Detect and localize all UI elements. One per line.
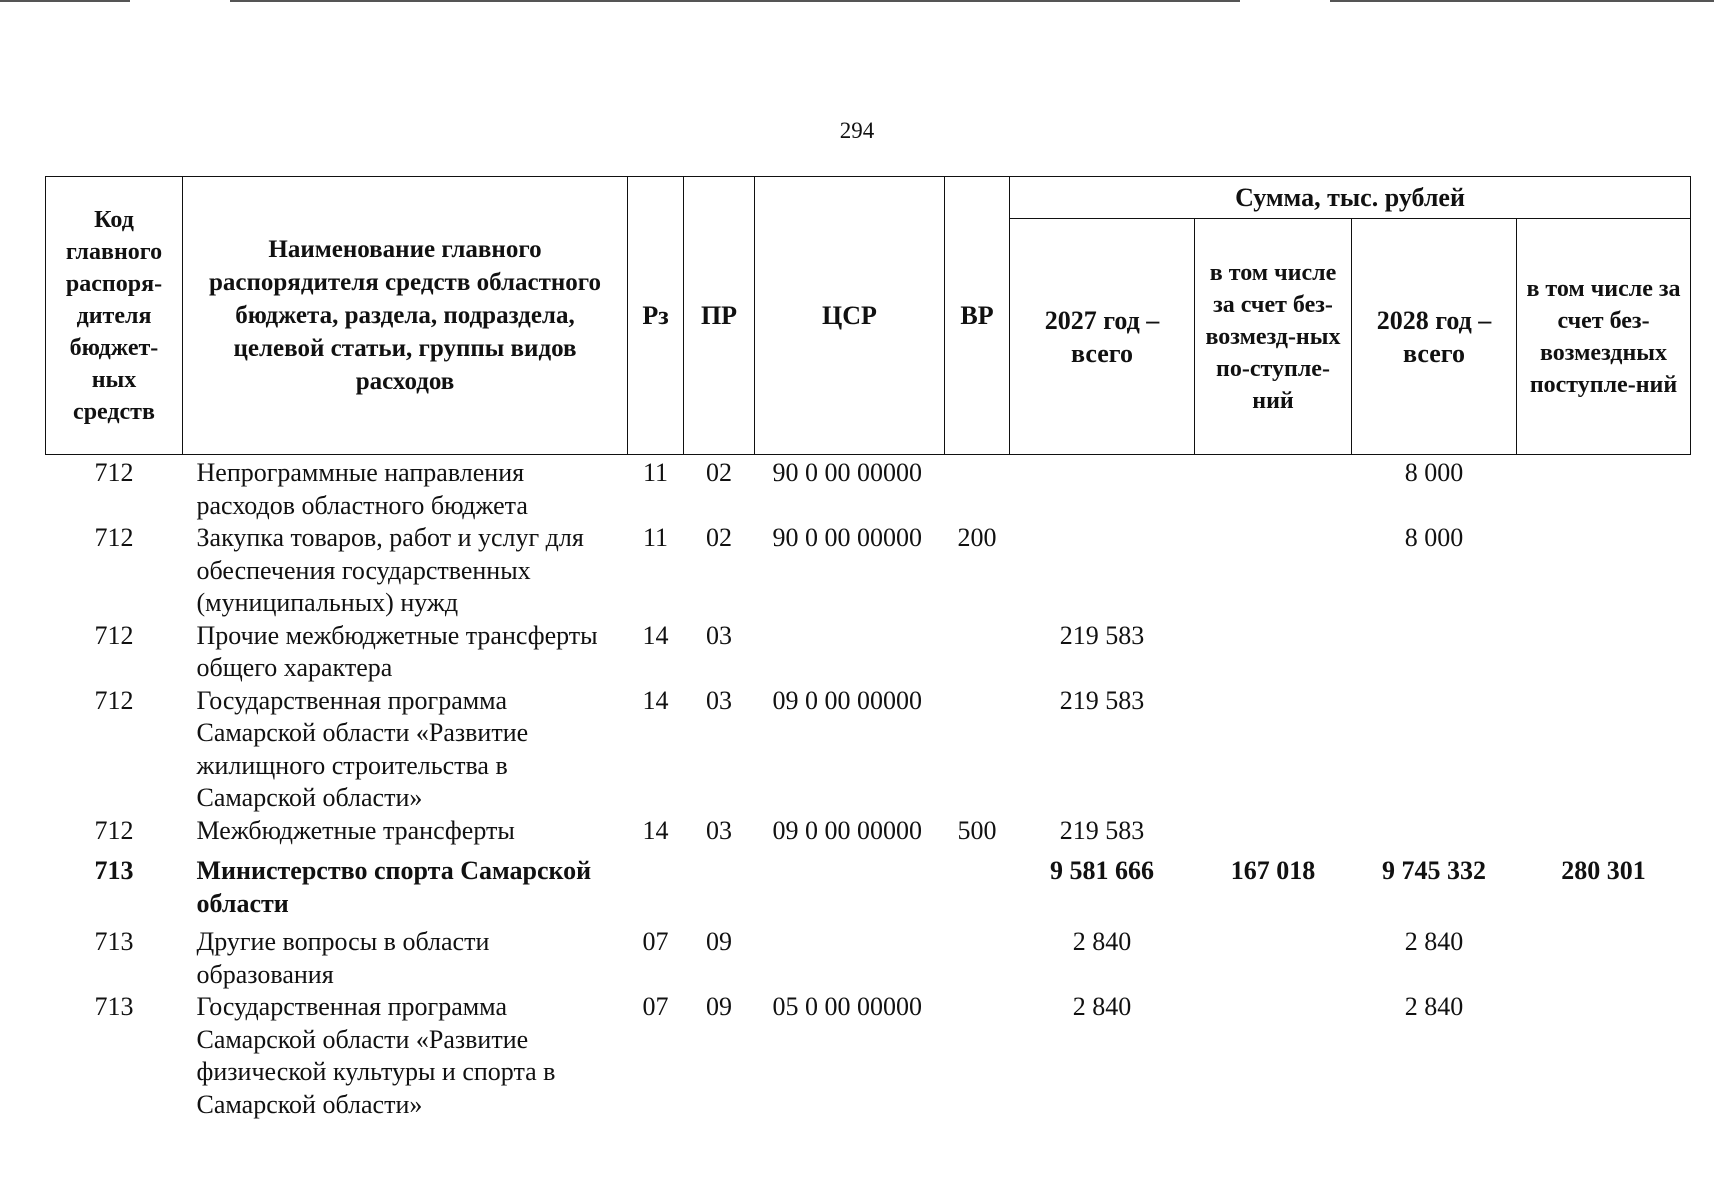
cell-rz: 07 <box>642 927 669 956</box>
cell-2027-grants <box>1195 522 1352 620</box>
cell-2027-total: 219 583 <box>1059 685 1145 715</box>
cell-2027-total <box>1010 455 1195 523</box>
cell-code: 713 <box>94 856 134 885</box>
header-pr: ПР <box>684 177 755 455</box>
scan-top-border <box>230 0 1240 2</box>
cell-code: 713 <box>94 927 134 956</box>
cell-name: Непрограммные направления расходов областного бюджета <box>196 458 528 520</box>
table-body <box>46 455 1691 1122</box>
cell-rz: 11 <box>642 458 669 487</box>
cell-pr: 03 <box>706 620 732 650</box>
cell-pr: 02 <box>706 458 732 487</box>
cell-2028-grants <box>1517 685 1691 815</box>
cell-csr: 90 0 00 00000 <box>772 523 922 552</box>
table-row <box>46 920 1691 991</box>
cell-pr <box>684 847 755 920</box>
cell-csr: 05 0 00 00000 <box>772 992 922 1021</box>
cell-vr: 200 <box>957 523 997 552</box>
cell-rz <box>628 847 684 920</box>
cell-vr <box>945 920 1010 991</box>
page-number: 294 <box>839 118 875 143</box>
cell-2027-grants: 167 018 <box>1230 856 1316 885</box>
scan-top-border <box>0 0 130 2</box>
header-vr: ВР <box>945 177 1010 455</box>
table-row <box>46 847 1691 920</box>
cell-code: 712 <box>94 458 134 487</box>
cell-2028-total <box>1352 815 1517 848</box>
cell-pr: 03 <box>706 815 732 845</box>
cell-pr: 02 <box>706 523 732 552</box>
cell-csr <box>755 920 945 991</box>
cell-code: 712 <box>94 815 134 845</box>
table-row <box>46 991 1691 1121</box>
cell-csr: 09 0 00 00000 <box>772 685 922 715</box>
cell-code: 713 <box>94 992 134 1021</box>
table-row <box>46 685 1691 815</box>
cell-rz: 14 <box>642 815 669 845</box>
cell-2027-grants <box>1195 455 1352 523</box>
header-code: Код главного распоря-дителя бюджет-ных средств <box>46 177 183 455</box>
cell-2027-total: 2 840 <box>1072 992 1132 1021</box>
cell-vr <box>945 685 1010 815</box>
cell-vr <box>945 991 1010 1121</box>
cell-rz: 14 <box>642 620 669 650</box>
cell-2027-grants <box>1195 685 1352 815</box>
cell-rz: 14 <box>642 685 669 715</box>
cell-2028-total: 2 840 <box>1404 992 1464 1021</box>
header-2027-total: 2027 год – всего <box>1010 219 1195 455</box>
header-2028-grants: в том числе за счет без-возмездных поступле-ний <box>1517 219 1691 455</box>
header-csr: ЦСР <box>755 177 945 455</box>
table-header <box>46 177 1691 455</box>
cell-rz: 07 <box>642 992 669 1021</box>
cell-name: Закупка товаров, работ и услуг для обеспечения государственных (муниципальных) нужд <box>196 523 584 617</box>
cell-csr <box>755 847 945 920</box>
header-name: Наименование главного распорядителя средств областного бюджета, раздела, подраздела, целевой статьи, группы видов расходов <box>183 177 628 455</box>
cell-2028-total: 8 000 <box>1404 523 1464 552</box>
cell-2028-grants <box>1517 991 1691 1121</box>
cell-name: Межбюджетные трансферты <box>196 815 515 845</box>
cell-code: 712 <box>94 620 134 650</box>
cell-name: Государственная программа Самарской области «Развитие жилищного строительства в Самарской области» <box>196 685 529 812</box>
cell-vr <box>945 847 1010 920</box>
cell-csr: 90 0 00 00000 <box>772 458 922 487</box>
cell-2027-total <box>1010 522 1195 620</box>
cell-2028-grants <box>1517 920 1691 991</box>
cell-2028-total: 8 000 <box>1404 458 1464 487</box>
budget-table-container <box>45 176 1690 1121</box>
table-row <box>46 455 1691 523</box>
cell-2027-total: 219 583 <box>1059 815 1145 845</box>
cell-2028-grants: 280 301 <box>1561 856 1646 885</box>
cell-vr <box>945 455 1010 523</box>
cell-pr: 09 <box>706 927 732 956</box>
table-row <box>46 815 1691 848</box>
cell-csr: 09 0 00 00000 <box>772 815 922 845</box>
cell-2027-total: 2 840 <box>1072 927 1132 956</box>
cell-2028-total: 2 840 <box>1404 927 1464 956</box>
cell-2027-grants <box>1195 920 1352 991</box>
table-row <box>46 522 1691 620</box>
cell-2028-grants <box>1517 620 1691 685</box>
cell-pr: 03 <box>706 685 732 715</box>
cell-2027-grants <box>1195 620 1352 685</box>
cell-2028-grants <box>1517 815 1691 848</box>
cell-2027-total: 219 583 <box>1059 620 1145 650</box>
cell-code: 712 <box>94 685 134 715</box>
cell-vr: 500 <box>957 815 997 845</box>
cell-2027-total: 9 581 666 <box>1050 856 1154 885</box>
cell-2028-grants <box>1517 455 1691 523</box>
table-row <box>46 620 1691 685</box>
scan-top-border <box>1330 0 1714 2</box>
header-sum-title: Сумма, тыс. рублей <box>1010 177 1691 219</box>
cell-2028-total <box>1352 685 1517 815</box>
cell-2027-grants <box>1195 991 1352 1121</box>
cell-rz: 11 <box>642 523 669 552</box>
cell-name: Министерство спорта Самарской области <box>196 856 592 918</box>
cell-name: Прочие межбюджетные трансферты общего характера <box>196 620 598 682</box>
cell-2028-total <box>1352 620 1517 685</box>
cell-code: 712 <box>94 523 134 552</box>
cell-name: Государственная программа Самарской области «Развитие физической культуры и спорта в Самарской области» <box>196 992 556 1119</box>
cell-vr <box>945 620 1010 685</box>
cell-name: Другие вопросы в области образования <box>196 927 490 989</box>
cell-2028-total: 9 745 332 <box>1382 856 1486 885</box>
cell-2028-grants <box>1517 522 1691 620</box>
header-2028-total: 2028 год – всего <box>1352 219 1517 455</box>
header-2027-grants: в том числе за счет без-возмезд-ных по-ступле-ний <box>1195 219 1352 455</box>
cell-csr <box>755 620 945 685</box>
cell-pr: 09 <box>706 992 732 1021</box>
header-rz: Рз <box>628 177 684 455</box>
cell-2027-grants <box>1195 815 1352 848</box>
budget-table <box>45 176 1691 1121</box>
